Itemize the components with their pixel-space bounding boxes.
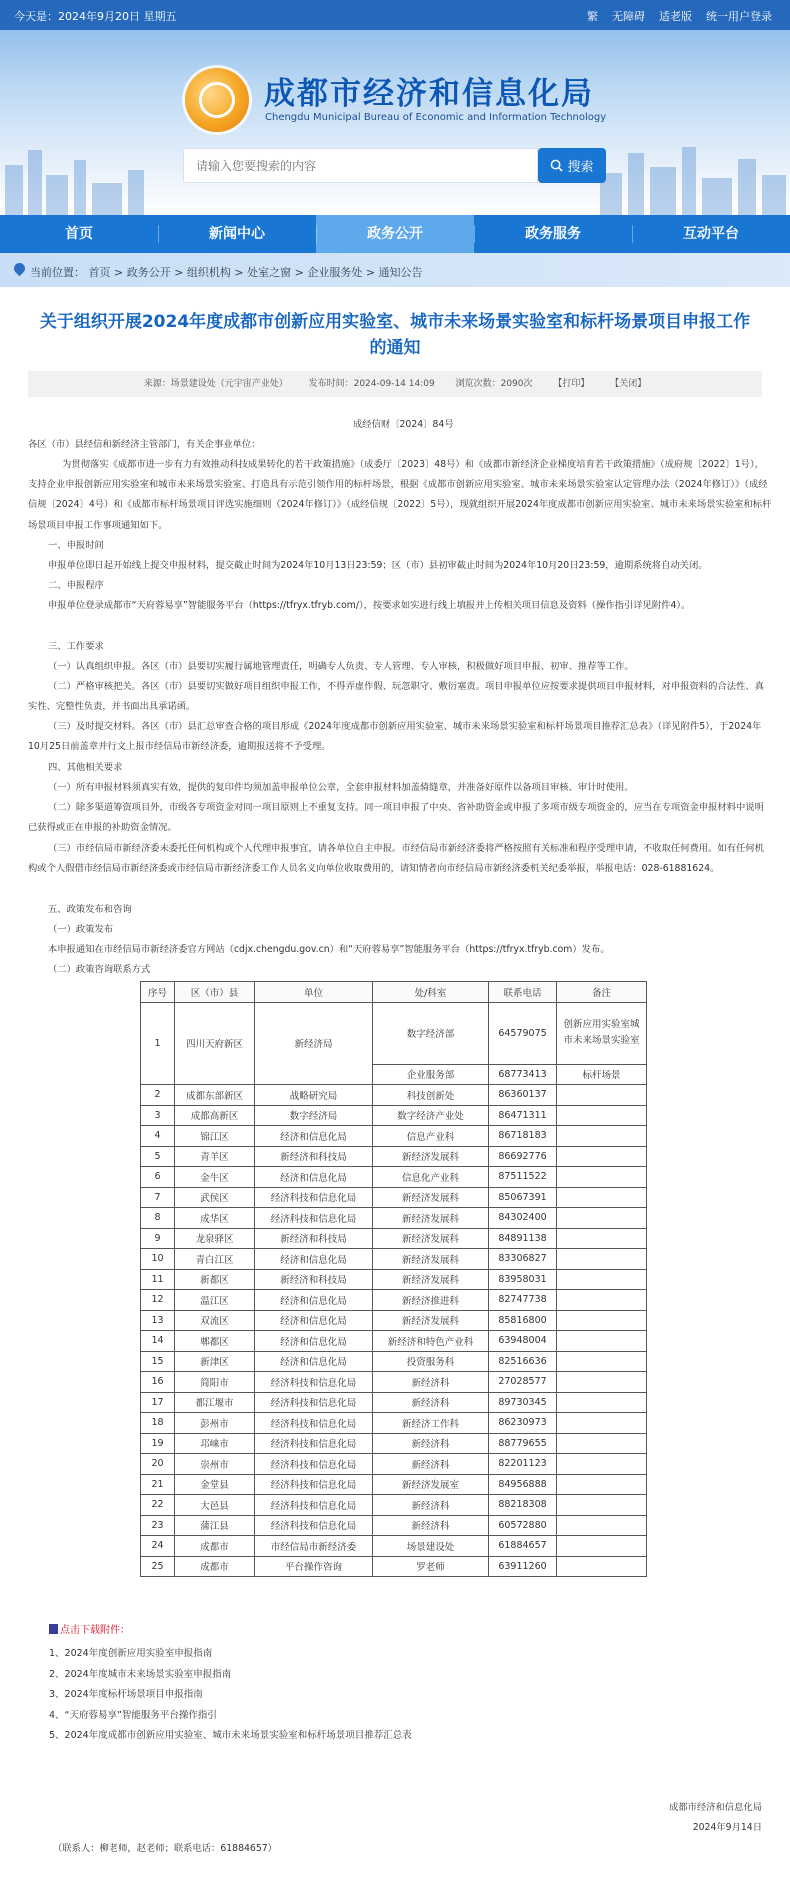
- section-procedure-text: 申报单位登录成都市“天府蓉易享”智能服务平台（https://tfryx.tfryb.com/），按要求如实进行线上填报并上传相关项目信息及资料（操作指引详见附件4）。: [48, 600, 691, 611]
- attachment-link-4[interactable]: 4、“天府蓉易享”智能服务平台操作指引: [49, 1709, 217, 1721]
- cell-district: 蒲江县: [175, 1515, 255, 1536]
- search-input[interactable]: [183, 148, 538, 183]
- cell-no: 2: [141, 1085, 175, 1106]
- table-row: [141, 1536, 647, 1557]
- cell-note: [557, 1392, 647, 1413]
- elderly-mode-link[interactable]: 适老版: [659, 10, 692, 23]
- attachment-link-5[interactable]: 5、2024年度成都市创新应用实验室、城市未来场景实验室和标杆场景项目推荐汇总表: [49, 1730, 412, 1741]
- cell-unit: 经济和信息化局: [255, 1290, 373, 1311]
- cell-district: 大邑县: [175, 1495, 255, 1516]
- section-heading-procedure: 二、申报程序: [48, 580, 104, 591]
- table-row: [141, 1372, 647, 1393]
- cell-district: 邛崃市: [175, 1433, 255, 1454]
- requirement-2: （二）严格审核把关。各区（市）县要切实做好项目组织申报工作，不得弄虚作假、玩忽职守、敷衍塞责。项目申报单位应按要求提供项目申报材料，对申报资料的合法性、真实性、完整性负责，并书面出具承诺函。: [28, 681, 764, 713]
- policy-release-heading: （一）政策发布: [48, 924, 114, 935]
- attachments-heading: 点击下载附件：: [49, 1622, 412, 1640]
- cell-no: 9: [141, 1228, 175, 1249]
- cell-dept: 投资服务科: [373, 1351, 489, 1372]
- attachments-section: [49, 1622, 412, 1747]
- cell-note: [557, 1085, 647, 1106]
- cell-phone: 85067391: [489, 1187, 557, 1208]
- cell-note: [557, 1413, 647, 1434]
- cell-no: 24: [141, 1536, 175, 1557]
- cell-note: [557, 1556, 647, 1577]
- col-note: 备注: [557, 982, 647, 1003]
- cell-district: 双流区: [175, 1310, 255, 1331]
- skyline-right-decoration: [590, 145, 790, 215]
- col-dept: 处/科室: [373, 982, 489, 1003]
- table-row: [141, 1413, 647, 1434]
- cell-unit: 经济科技和信息化局: [255, 1474, 373, 1495]
- cell-district: 金牛区: [175, 1167, 255, 1188]
- unified-login-link[interactable]: 统一用户登录: [706, 10, 772, 23]
- cell-no: 6: [141, 1167, 175, 1188]
- cell-no: 25: [141, 1556, 175, 1577]
- cell-dept: 新经济发展科: [373, 1228, 489, 1249]
- intro-paragraph: 为贯彻落实《成都市进一步有力有效推动科技成果转化的若干政策措施》（成委厅〔2023〕48号）和《成都市新经济企业梯度培育若干政策措施》（成府规〔2022〕1号），支持企业申报创新应用实验室和城市未来场景实验室、打造具有示范引领作用的标杆场景，根据《成都市创新应用实验室、城市未来场景实验室认定管理办法（2024年修订）》（成经信规〔2024〕4号）和《成都市标杆场景项目评选实施细则（2024年修订）》（成经信规〔2022〕5号），现就组织开展2024年度成都市创新应用实验室、城市未来场景实验室和标杆场景项目申报工作事项通知如下。: [28, 459, 772, 531]
- cell-district: 成华区: [175, 1208, 255, 1229]
- table-row: [141, 1126, 647, 1147]
- table-header-row: [141, 982, 647, 1003]
- cell-dept: 新经济发展科: [373, 1146, 489, 1167]
- table-body: [141, 1002, 647, 1577]
- cell-unit: 经济和信息化局: [255, 1167, 373, 1188]
- cell-no: 22: [141, 1495, 175, 1516]
- cell-no: 14: [141, 1331, 175, 1352]
- cell-note: [557, 1269, 647, 1290]
- bureau-logo: [185, 68, 249, 132]
- cell-dept: 罗老师: [373, 1556, 489, 1577]
- policy-contact-heading: （二）政策咨询联系方式: [48, 964, 151, 975]
- cell-no: 13: [141, 1310, 175, 1331]
- cell-district: 成都东部新区: [175, 1085, 255, 1106]
- table-row: [141, 1146, 647, 1167]
- cell-note: [557, 1495, 647, 1516]
- cell-phone: 84956888: [489, 1474, 557, 1495]
- cell-no: 4: [141, 1126, 175, 1147]
- table-row: [141, 1433, 647, 1454]
- cell-phone: 84891138: [489, 1228, 557, 1249]
- cell-phone: 64579075: [489, 1002, 557, 1064]
- cell-district: 简阳市: [175, 1372, 255, 1393]
- cell-note: 标杆场景: [557, 1064, 647, 1085]
- cell-note: [557, 1454, 647, 1475]
- site-header: [0, 0, 790, 215]
- cell-note: [557, 1228, 647, 1249]
- section-heading-other: 四、其他相关要求: [48, 762, 123, 773]
- cell-phone: 85816800: [489, 1310, 557, 1331]
- nav-government-services[interactable]: 政务服务: [474, 215, 632, 253]
- close-link[interactable]: 【关闭】: [610, 379, 647, 389]
- location-pin-icon: [12, 261, 28, 277]
- cell-unit: 经济科技和信息化局: [255, 1454, 373, 1475]
- cell-note: [557, 1331, 647, 1352]
- cell-unit: 数字经济局: [255, 1105, 373, 1126]
- section-heading-requirements: 三、工作要求: [48, 641, 104, 652]
- cell-district: 新津区: [175, 1351, 255, 1372]
- cell-phone: 83958031: [489, 1269, 557, 1290]
- cell-dept: 新经济科: [373, 1454, 489, 1475]
- nav-interactive-platform[interactable]: 互动平台: [632, 215, 790, 253]
- cell-phone: 61884657: [489, 1536, 557, 1557]
- cell-unit: 经济科技和信息化局: [255, 1392, 373, 1413]
- cell-no: 16: [141, 1372, 175, 1393]
- cell-dept: 新经济发展科: [373, 1269, 489, 1290]
- cell-note: [557, 1290, 647, 1311]
- signature-date: 2024年9月14日: [692, 1822, 762, 1833]
- cell-unit: 经济和信息化局: [255, 1351, 373, 1372]
- cell-phone: 63911260: [489, 1556, 557, 1577]
- cell-dept: 场景建设处: [373, 1536, 489, 1557]
- site-title: 成都市经济和信息化局: [264, 76, 594, 112]
- cell-phone: 60572880: [489, 1515, 557, 1536]
- cell-district: 新都区: [175, 1269, 255, 1290]
- table-row: [141, 1187, 647, 1208]
- cell-no: 8: [141, 1208, 175, 1229]
- cell-district: 锦江区: [175, 1126, 255, 1147]
- cell-unit: 市经信局市新经济委: [255, 1536, 373, 1557]
- top-bar: [0, 0, 790, 30]
- cell-unit: 经济科技和信息化局: [255, 1515, 373, 1536]
- cell-district: 彭州市: [175, 1413, 255, 1434]
- cell-dept: 信息化产业科: [373, 1167, 489, 1188]
- search-button-label: 搜索: [567, 160, 594, 175]
- attachment-icon: [49, 1624, 58, 1634]
- cell-note: [557, 1310, 647, 1331]
- cell-dept: 科技创新处: [373, 1085, 489, 1106]
- requirement-1: （一）认真组织申报。各区（市）县要切实履行属地管理责任，明确专人负责、专人管理、专人审核，积极做好项目申报、初审、推荐等工作。: [48, 661, 634, 672]
- cell-unit: 新经济和科技局: [255, 1269, 373, 1290]
- cell-unit: 经济科技和信息化局: [255, 1208, 373, 1229]
- other-requirement-3: （三）市经信局市新经济委未委托任何机构或个人代理申报事宜，请各单位自主申报。市经信局市新经济委将严格按照有关标准和程序受理申请，不收取任何费用。如有任何机构或个人假借市经信局市新经济委或市经信局市新经济委工作人员名义向单位收取费用的，请知情者向市经信局市新经济委机关纪委举报，举报电话：028-61881624。: [28, 843, 764, 875]
- skyline-left-decoration: [0, 145, 160, 215]
- article-card: [14, 287, 776, 1884]
- cell-unit: 新经济局: [255, 1002, 373, 1085]
- cell-phone: 89730345: [489, 1392, 557, 1413]
- attachment-link-2[interactable]: 2、2024年度城市未来场景实验室申报指南: [49, 1668, 232, 1680]
- cell-no: 15: [141, 1351, 175, 1372]
- cell-unit: 平台操作咨询: [255, 1556, 373, 1577]
- cell-phone: 84302400: [489, 1208, 557, 1229]
- addressee: 各区（市）县经信和新经济主管部门，有关企事业单位：: [28, 439, 261, 450]
- cell-dept: 新经济发展科: [373, 1187, 489, 1208]
- table-row: [141, 1249, 647, 1270]
- attachment-link-3[interactable]: 3、2024年度标杆场景项目申报指南: [49, 1689, 203, 1700]
- cell-dept: 新经济发展室: [373, 1474, 489, 1495]
- table-row: [141, 1085, 647, 1106]
- contact-table: [140, 981, 647, 1577]
- cell-phone: 63948004: [489, 1331, 557, 1352]
- cell-district: 成都市: [175, 1556, 255, 1577]
- cell-district: 四川天府新区: [175, 1002, 255, 1085]
- cell-dept: 新经济推进科: [373, 1290, 489, 1311]
- table-row: [141, 1351, 647, 1372]
- cell-phone: 82747738: [489, 1290, 557, 1311]
- cell-no: 7: [141, 1187, 175, 1208]
- cell-note: [557, 1208, 647, 1229]
- cell-note: [557, 1433, 647, 1454]
- nav-government-affairs-public[interactable]: 政务公开: [316, 215, 474, 253]
- table-row: [141, 1454, 647, 1475]
- search-icon: [550, 159, 563, 172]
- article-title: 关于组织开展2024年度成都市创新应用实验室、城市未来场景实验室和标杆场景项目申报工作的通知: [39, 312, 751, 358]
- contact-info: （联系人：柳老师，赵老师；联系电话：61884657）: [53, 1843, 277, 1854]
- cell-unit: 经济科技和信息化局: [255, 1433, 373, 1454]
- cell-phone: 82201123: [489, 1454, 557, 1475]
- cell-no: 20: [141, 1454, 175, 1475]
- signature-org: 成都市经济和信息化局: [669, 1802, 762, 1813]
- col-no: 序号: [141, 982, 175, 1003]
- table-row: [141, 1556, 647, 1577]
- table-row: [141, 1228, 647, 1249]
- cell-no: 11: [141, 1269, 175, 1290]
- cell-dept: 新经济发展科: [373, 1208, 489, 1229]
- cell-phone: 86360137: [489, 1085, 557, 1106]
- cell-note: [557, 1249, 647, 1270]
- cell-note: [557, 1146, 647, 1167]
- cell-phone: 68773413: [489, 1064, 557, 1085]
- cell-unit: 经济和信息化局: [255, 1126, 373, 1147]
- cell-unit: 经济和信息化局: [255, 1331, 373, 1352]
- cell-district: 青羊区: [175, 1146, 255, 1167]
- search-button[interactable]: [538, 148, 606, 183]
- cell-unit: 经济科技和信息化局: [255, 1187, 373, 1208]
- policy-release-text: 本申报通知在市经信局市新经济委官方网站（cdjx.chengdu.gov.cn）和“天府蓉易享”智能服务平台（https://tfryx.tfryb.com）发布。: [48, 944, 610, 955]
- cell-note: [557, 1474, 647, 1495]
- col-phone: 联系电话: [489, 982, 557, 1003]
- cell-no: 12: [141, 1290, 175, 1311]
- section-heading-policy: 五、政策发布和咨询: [48, 904, 132, 915]
- current-date: 今天是：2024年9月20日 星期五: [14, 10, 177, 23]
- cell-phone: 87511522: [489, 1167, 557, 1188]
- cell-dept: 新经济科: [373, 1515, 489, 1536]
- print-link[interactable]: 【打印】: [553, 379, 590, 389]
- cell-phone: 86471311: [489, 1105, 557, 1126]
- cell-phone: 82516636: [489, 1351, 557, 1372]
- cell-dept: 新经济科: [373, 1433, 489, 1454]
- other-requirement-1: （一）所有申报材料须真实有效，提供的复印件均须加盖申报单位公章，全套申报材料加盖骑缝章，并准备好原件以备项目审核、审计时使用。: [48, 782, 634, 793]
- accessibility-link[interactable]: 无障碍: [612, 10, 645, 23]
- cell-no: 18: [141, 1413, 175, 1434]
- cell-note: [557, 1536, 647, 1557]
- cell-phone: 86230973: [489, 1413, 557, 1434]
- cell-no: 5: [141, 1146, 175, 1167]
- cell-district: 成都市: [175, 1536, 255, 1557]
- article-source: 来源：场景建设处（元宇宙产业处）: [143, 379, 288, 389]
- cell-note: 创新应用实验室城市未来场景实验室: [557, 1002, 647, 1064]
- section-time-text: 申报单位即日起开始线上提交申报材料，提交截止时间为2024年10月13日23:59；区（市）县初审截止时间为2024年10月20日23:59，逾期系统将自动关闭。: [48, 560, 708, 571]
- cell-district: 武侯区: [175, 1187, 255, 1208]
- breadcrumb: [0, 253, 790, 287]
- publish-date: 发布时间：2024-09-14 14:09: [308, 379, 435, 389]
- cell-phone: 86692776: [489, 1146, 557, 1167]
- section-heading-time: 一、申报时间: [48, 540, 104, 551]
- cell-dept: 数字经济产业处: [373, 1105, 489, 1126]
- cell-dept: 数字经济部: [373, 1002, 489, 1064]
- cell-district: 青白江区: [175, 1249, 255, 1270]
- table-row: [141, 1167, 647, 1188]
- cell-unit: 经济和信息化局: [255, 1249, 373, 1270]
- cell-unit: 经济科技和信息化局: [255, 1413, 373, 1434]
- cell-dept: 新经济科: [373, 1372, 489, 1393]
- table-row: [141, 1310, 647, 1331]
- cell-dept: 新经济科: [373, 1392, 489, 1413]
- cell-phone: 86718183: [489, 1126, 557, 1147]
- cell-no: 3: [141, 1105, 175, 1126]
- cell-unit: 经济科技和信息化局: [255, 1495, 373, 1516]
- article-meta: [28, 371, 762, 397]
- cell-no: 23: [141, 1515, 175, 1536]
- cell-dept: 新经济发展科: [373, 1310, 489, 1331]
- table-row: [141, 1269, 647, 1290]
- traditional-chinese-link[interactable]: 繁: [587, 10, 598, 23]
- cell-district: 郫都区: [175, 1331, 255, 1352]
- cell-unit: 经济和信息化局: [255, 1310, 373, 1331]
- cell-no: 21: [141, 1474, 175, 1495]
- cell-no: 17: [141, 1392, 175, 1413]
- cell-district: 金堂县: [175, 1474, 255, 1495]
- table-row: [141, 1495, 647, 1516]
- cell-dept: 新经济工作科: [373, 1413, 489, 1434]
- table-row: [141, 1208, 647, 1229]
- cell-note: [557, 1126, 647, 1147]
- breadcrumb-text[interactable]: 当前位置： 首页 > 政务公开 > 组织机构 > 处室之窗 > 企业服务处 > 通知公告: [30, 266, 423, 279]
- cell-district: 都江堰市: [175, 1392, 255, 1413]
- nav-home[interactable]: 首页: [65, 226, 93, 242]
- cell-no: 1: [141, 1002, 175, 1085]
- cell-note: [557, 1105, 647, 1126]
- cell-note: [557, 1372, 647, 1393]
- table-row: [141, 1105, 647, 1126]
- table-row: [141, 1515, 647, 1536]
- cell-dept: 新经济科: [373, 1495, 489, 1516]
- other-requirement-2: （二）除多渠道筹资项目外，市级各专项资金对同一项目原则上不重复支持。同一项目申报了中央、省补助资金或申报了多项市级专项资金的，应当在专项资金申报材料中说明已获得或正在申报的补助资金情况。: [28, 802, 764, 834]
- table-row: [141, 1002, 647, 1064]
- cell-dept: 信息产业科: [373, 1126, 489, 1147]
- cell-unit: 新经济和科技局: [255, 1146, 373, 1167]
- cell-district: 成都高新区: [175, 1105, 255, 1126]
- table-row: [141, 1331, 647, 1352]
- cell-dept: 新经济发展科: [373, 1249, 489, 1270]
- cell-dept: 新经济和特色产业科: [373, 1331, 489, 1352]
- cell-unit: 战略研究局: [255, 1085, 373, 1106]
- document-number: 成经信财〔2024〕84号: [353, 419, 454, 430]
- cell-note: [557, 1351, 647, 1372]
- cell-no: 10: [141, 1249, 175, 1270]
- cell-district: 温江区: [175, 1290, 255, 1311]
- cell-unit: 经济科技和信息化局: [255, 1372, 373, 1393]
- cell-district: 崇州市: [175, 1454, 255, 1475]
- cell-phone: 88218308: [489, 1495, 557, 1516]
- cell-unit: 新经济和科技局: [255, 1228, 373, 1249]
- view-count: 浏览次数：2090次: [455, 379, 533, 389]
- cell-dept: 企业服务部: [373, 1064, 489, 1085]
- table-row: [141, 1474, 647, 1495]
- cell-note: [557, 1167, 647, 1188]
- main-nav: [0, 215, 790, 253]
- cell-phone: 83306827: [489, 1249, 557, 1270]
- nav-news-center[interactable]: 新闻中心: [158, 215, 316, 253]
- table-row: [141, 1290, 647, 1311]
- cell-phone: 88779655: [489, 1433, 557, 1454]
- cell-no: 19: [141, 1433, 175, 1454]
- requirement-3: （三）及时提交材料。各区（市）县汇总审查合格的项目形成《2024年度成都市创新应用实验室、城市未来场景实验室和标杆场景项目推荐汇总表》（详见附件5），于2024年10月25日前盖章并行文上报市经信局市新经济委，逾期报送将不予受理。: [28, 721, 762, 753]
- col-district: 区（市）县: [175, 982, 255, 1003]
- top-links: [587, 8, 772, 24]
- table-row: [141, 1392, 647, 1413]
- cell-phone: 27028577: [489, 1372, 557, 1393]
- cell-note: [557, 1187, 647, 1208]
- col-unit: 单位: [255, 982, 373, 1003]
- attachment-link-1[interactable]: 1、2024年度创新应用实验室申报指南: [49, 1648, 213, 1659]
- cell-note: [557, 1515, 647, 1536]
- cell-district: 龙泉驿区: [175, 1228, 255, 1249]
- site-subtitle: Chengdu Municipal Bureau of Economic and Information Technology: [265, 112, 607, 123]
